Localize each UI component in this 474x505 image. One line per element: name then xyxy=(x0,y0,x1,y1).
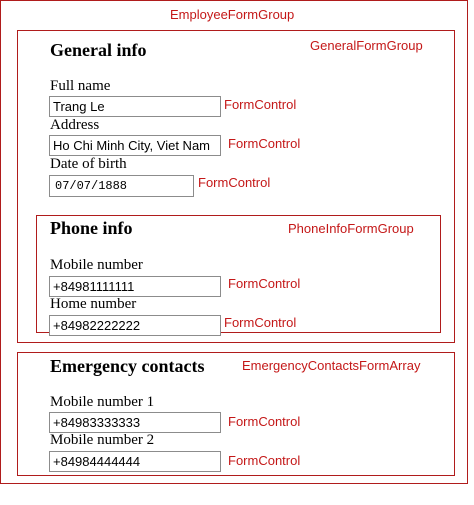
full-name-formcontrol-tag: FormControl xyxy=(224,97,297,112)
address-label: Address xyxy=(50,117,100,133)
emergency-contacts-form-array-tag: EmergencyContactsFormArray xyxy=(242,358,421,373)
mobile-number-input[interactable]: +84981111111 xyxy=(49,276,221,297)
mobile-number-1-label: Mobile number 1 xyxy=(50,394,155,410)
full-name-label: Full name xyxy=(50,78,111,94)
mobile-number-1-formcontrol-tag: FormControl xyxy=(228,414,301,429)
general-info-heading: General info xyxy=(50,40,147,60)
address-input[interactable]: Ho Chi Minh City, Viet Nam xyxy=(49,135,221,156)
employee-form-group-tag: EmployeeFormGroup xyxy=(170,7,295,22)
date-of-birth-input[interactable]: 07/07/1888 xyxy=(49,175,194,197)
date-of-birth-label: Date of birth xyxy=(50,156,127,172)
general-form-group-tag: GeneralFormGroup xyxy=(310,38,423,53)
mobile-number-2-input[interactable]: +84984444444 xyxy=(49,451,221,472)
mobile-number-2-label: Mobile number 2 xyxy=(50,432,155,448)
mobile-number-formcontrol-tag: FormControl xyxy=(228,276,301,291)
home-number-formcontrol-tag: FormControl xyxy=(224,315,297,330)
date-of-birth-formcontrol-tag: FormControl xyxy=(198,175,271,190)
full-name-input[interactable]: Trang Le xyxy=(49,96,221,117)
home-number-label: Home number xyxy=(50,296,137,312)
address-formcontrol-tag: FormControl xyxy=(228,136,301,151)
emergency-contacts-heading: Emergency contacts xyxy=(50,356,205,376)
home-number-input[interactable]: +84982222222 xyxy=(49,315,221,336)
mobile-number-2-formcontrol-tag: FormControl xyxy=(228,453,301,468)
mobile-number-label: Mobile number xyxy=(50,257,143,273)
mobile-number-1-input[interactable]: +84983333333 xyxy=(49,412,221,433)
phone-info-heading: Phone info xyxy=(50,218,133,238)
phone-info-form-group-tag: PhoneInfoFormGroup xyxy=(288,221,414,236)
